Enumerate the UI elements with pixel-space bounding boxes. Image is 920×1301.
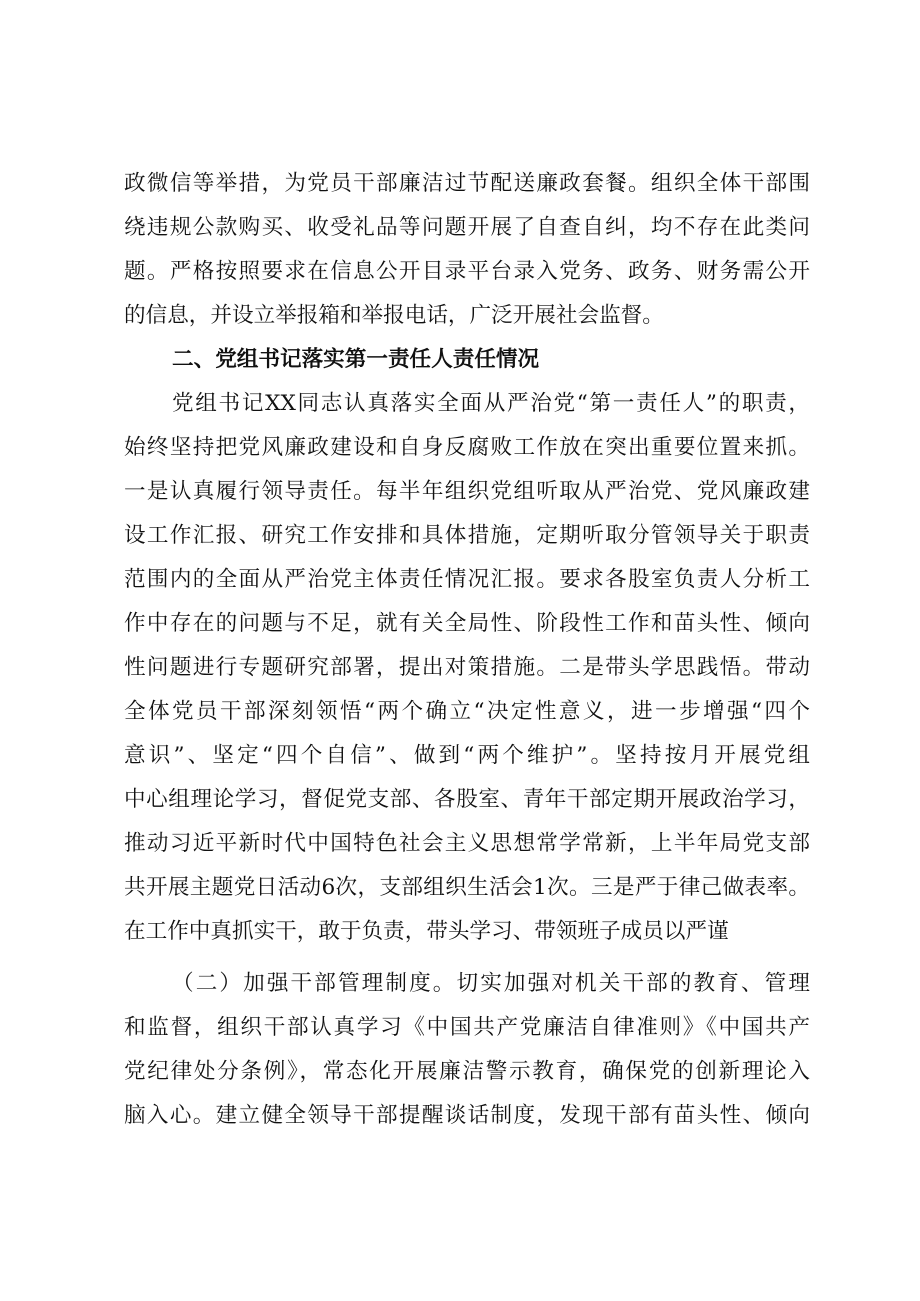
body-text-line: 设工作汇报、研究工作安排和具体措施，定期听取分管领导关于职责 — [124, 523, 810, 548]
body-text-line: 脑入心。建立健全领导干部提醒谈话制度，发现干部有苗头性、倾向 — [124, 1103, 810, 1128]
body-text-line: 和监督，组织干部认真学习《中国共产党廉洁自律准则》《中国共产 — [124, 1015, 810, 1040]
body-text-line: 全体党员干部深刻领悟“两个确立“决定性意义，进一步增强“四个 — [124, 699, 810, 724]
body-text-line: 一是认真履行领导责任。每半年组织党组听取从严治党、党风廉政建 — [124, 479, 810, 504]
body-text-line: 推动习近平新时代中国特色社会主义思想常学常新，上半年局党支部 — [124, 831, 810, 856]
body-text-line: 意识”、坚定“四个自信”、做到“两个维护”。坚持按月开展党组 — [124, 743, 810, 768]
body-text-line: 的信息，并设立举报箱和举报电话，广泛开展社会监督。 — [124, 303, 664, 328]
body-text-line: 党纪律处分条例》，常态化开展廉洁警示教育，确保党的创新理论入 — [124, 1059, 810, 1084]
body-text-line: 范围内的全面从严治党主体责任情况汇报。要求各股室负责人分析工 — [124, 567, 810, 592]
body-text-line: 在工作中真抓实干，敢于负责，带头学习、带领班子成员以严谨 — [124, 919, 729, 944]
body-text-line: 政微信等举措，为党员干部廉洁过节配送廉政套餐。组织全体干部围 — [124, 171, 810, 196]
body-text-line: 性问题进行专题研究部署，提出对策措施。二是带头学思践悟。带动 — [124, 655, 810, 680]
body-text-line: （二）加强干部管理制度。切实加强对机关干部的教育、管理 — [172, 971, 810, 996]
body-text-line: 作中存在的问题与不足，就有关全局性、阶段性工作和苗头性、倾向 — [124, 611, 810, 636]
body-text-line: 题。严格按照要求在信息公开目录平台录入党务、政务、财务需公开 — [124, 259, 810, 284]
section-heading: 二、党组书记落实第一责任人责任情况 — [172, 347, 540, 372]
body-text-line: 始终坚持把党风廉政建设和自身反腐败工作放在突出重要位置来抓。 — [124, 435, 810, 460]
body-text-line: 绕违规公款购买、收受礼品等问题开展了自查自纠，均不存在此类问 — [124, 215, 810, 240]
body-text-line: 党组书记XX同志认真落实全面从严治党“第一责任人”的职责， — [172, 391, 810, 416]
body-text-line: 中心组理论学习，督促党支部、各股室、青年干部定期开展政治学习， — [124, 787, 810, 812]
body-text-line: 共开展主题党日活动6次，支部组织生活会1次。三是严于律己做表率。 — [124, 875, 810, 900]
